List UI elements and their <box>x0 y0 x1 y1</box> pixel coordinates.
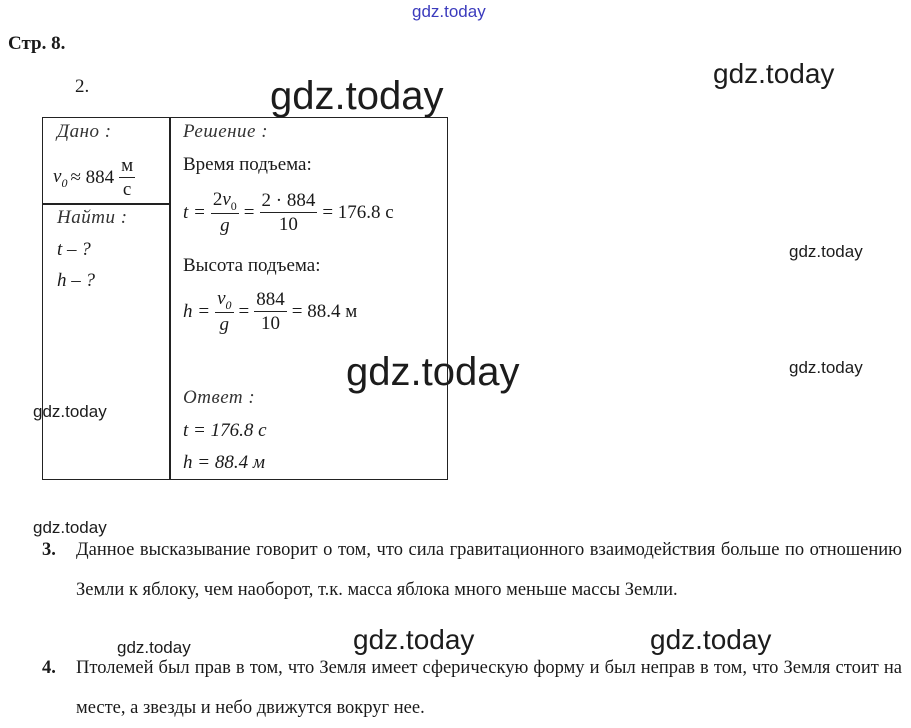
unit-fraction: $\frac{м}{с}$ <box>121 155 134 200</box>
watermark: gdz.today <box>650 624 772 655</box>
table-divider-vertical <box>169 118 171 479</box>
item-text: Данное высказывание говорит о том, что сила гравитационного взаимодействия больше по отношению Земли к яблоку, чем наоборот, т.к. масса яблока много меньше массы Земли. <box>76 540 902 600</box>
find-label: Найти : <box>57 207 128 228</box>
find-h: h – ? <box>57 270 95 291</box>
watermark: gdz.today <box>117 638 191 657</box>
item-number: 3. <box>42 540 56 560</box>
given-v0: $v_0$ ≈ 884 $\frac{м}{с}$ <box>53 155 134 200</box>
watermark: gdz.today <box>789 242 863 261</box>
given-label: Дано : <box>57 121 112 142</box>
table-divider-horizontal <box>43 203 169 205</box>
item-number: 4. <box>42 658 56 678</box>
watermark: gdz.today <box>33 402 107 421</box>
solution-table <box>42 117 448 480</box>
time-formula: t = $\frac{2v_0}{g}$ = $\frac{2 \cdot 884}{10}$ = 176.8 с <box>183 189 394 237</box>
watermark: gdz.today <box>412 2 486 21</box>
watermark: gdz.today <box>713 58 835 89</box>
watermark: gdz.today <box>789 358 863 377</box>
watermark: gdz.today <box>353 624 475 655</box>
problem-number: 2. <box>75 76 90 97</box>
watermark: gdz.today <box>33 518 107 537</box>
item-text: Птолемей был прав в том, что Земля имеет сферическую форму и был неправ в том, что Земля стоит на месте, а звезды и небо движутся вокруг нее. <box>76 658 902 718</box>
watermark: gdz.today <box>346 350 520 394</box>
height-title: Высота подъема: <box>183 255 321 276</box>
answer-label: Ответ : <box>183 387 256 408</box>
page-header: Стр. 8. <box>8 33 66 54</box>
answer-t: t = 176.8 с <box>183 420 267 441</box>
answer-h: h = 88.4 м <box>183 452 265 473</box>
watermark: gdz.today <box>270 74 444 118</box>
find-t: t – ? <box>57 239 91 260</box>
time-title: Время подъема: <box>183 154 312 175</box>
height-formula: h = $\frac{v_0}{g}$ = $\frac{884}{10}$ = 88.4 м <box>183 288 358 336</box>
solution-label: Решение : <box>183 121 269 142</box>
